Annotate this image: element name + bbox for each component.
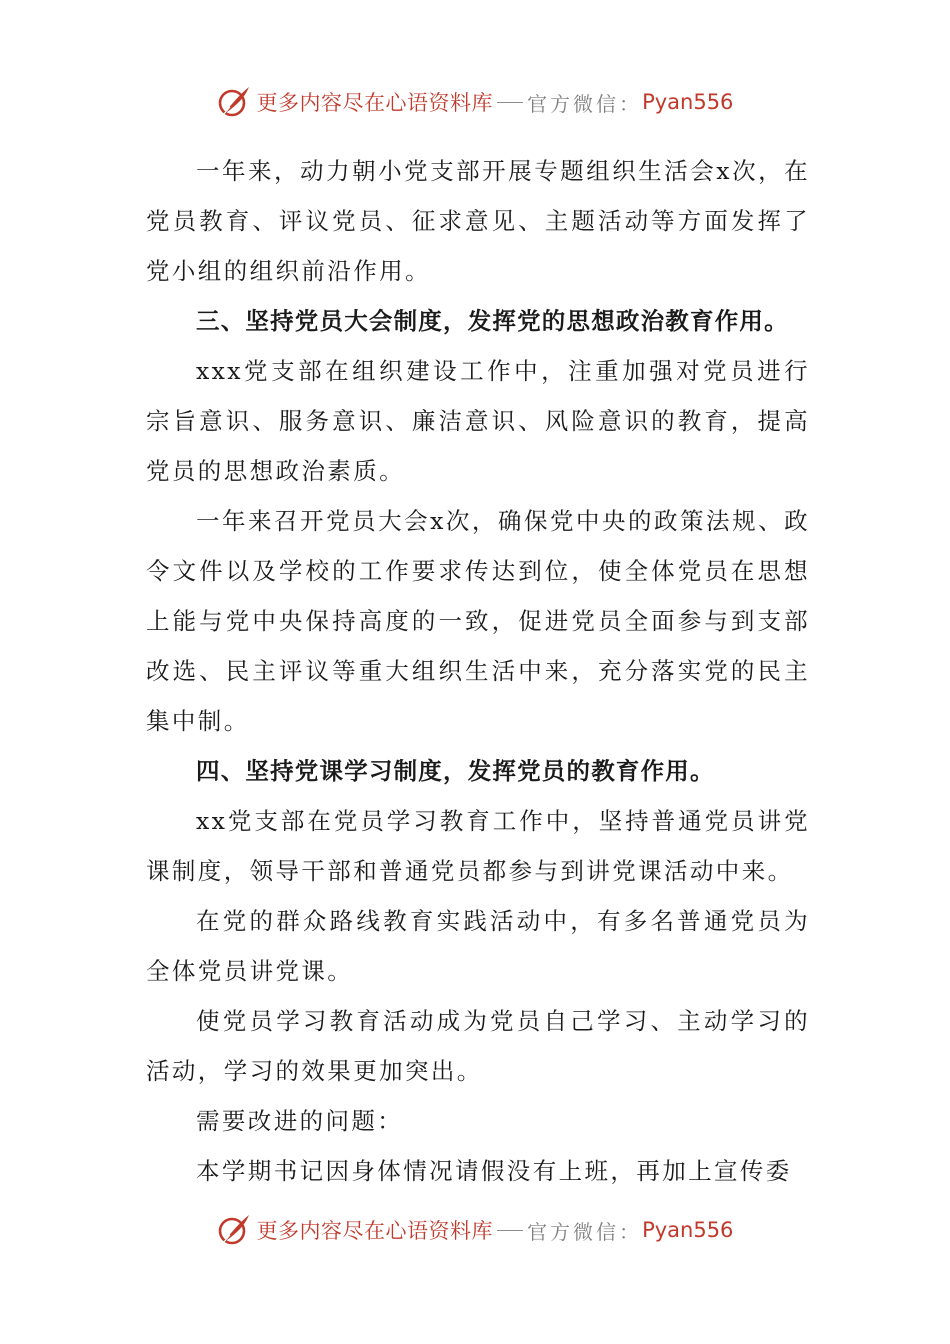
header-banner [0, 82, 950, 122]
paragraph-6: 使党员学习教育活动成为党员自己学习、主动学习的活动，学习的效果更加突出。 [146, 1007, 810, 1085]
section-heading-3: 三、坚持党员大会制度，发挥党的思想政治教育作用。 [196, 307, 789, 335]
paragraph-8: 本学期书记因身体情况请假没有上班，再加上宣传委 [196, 1157, 792, 1185]
banner-divider [497, 1230, 523, 1231]
banner-wechat-label: 官方微信： [527, 91, 643, 116]
banner-wechat-id: Pyan556 [642, 1218, 734, 1242]
banner-promo-text: 更多内容尽在心语资料库 [256, 1219, 494, 1243]
quill-pen-logo-icon [217, 1213, 251, 1247]
banner-wechat-label: 官方微信： [527, 1219, 643, 1244]
paragraph-4: xx党支部在党员学习教育工作中，坚持普通党员讲党课制度，领导干部和普通党员都参与到讲党课活动中来。 [146, 807, 810, 885]
paragraph-5: 在党的群众路线教育实践活动中，有多名普通党员为全体党员讲党课。 [146, 907, 810, 985]
section-heading-4: 四、坚持党课学习制度，发挥党员的教育作用。 [196, 757, 715, 785]
banner-promo-text: 更多内容尽在心语资料库 [256, 91, 494, 115]
paragraph-7: 需要改进的问题： [196, 1107, 404, 1135]
paragraph-1: 一年来，动力朝小党支部开展专题组织生活会x次，在党员教育、评议党员、征求意见、主题活动等方面发挥了党小组的组织前沿作用。 [146, 157, 810, 285]
banner-divider [497, 102, 523, 103]
paragraph-3: 一年来召开党员大会x次，确保党中央的政策法规、政令文件以及学校的工作要求传达到位，使全体党员在思想上能与党中央保持高度的一致，促进党员全面参与到支部改选、民主评议等重大组织生活中来，充分落实党的民主集中制。 [146, 507, 810, 735]
banner-wechat-id: Pyan556 [642, 90, 734, 114]
paragraph-2: xxx党支部在组织建设工作中，注重加强对党员进行宗旨意识、服务意识、廉洁意识、风险意识的教育，提高党员的思想政治素质。 [146, 357, 810, 485]
footer-banner [0, 1210, 950, 1250]
document-body [146, 146, 810, 1196]
quill-pen-logo-icon [217, 85, 251, 119]
